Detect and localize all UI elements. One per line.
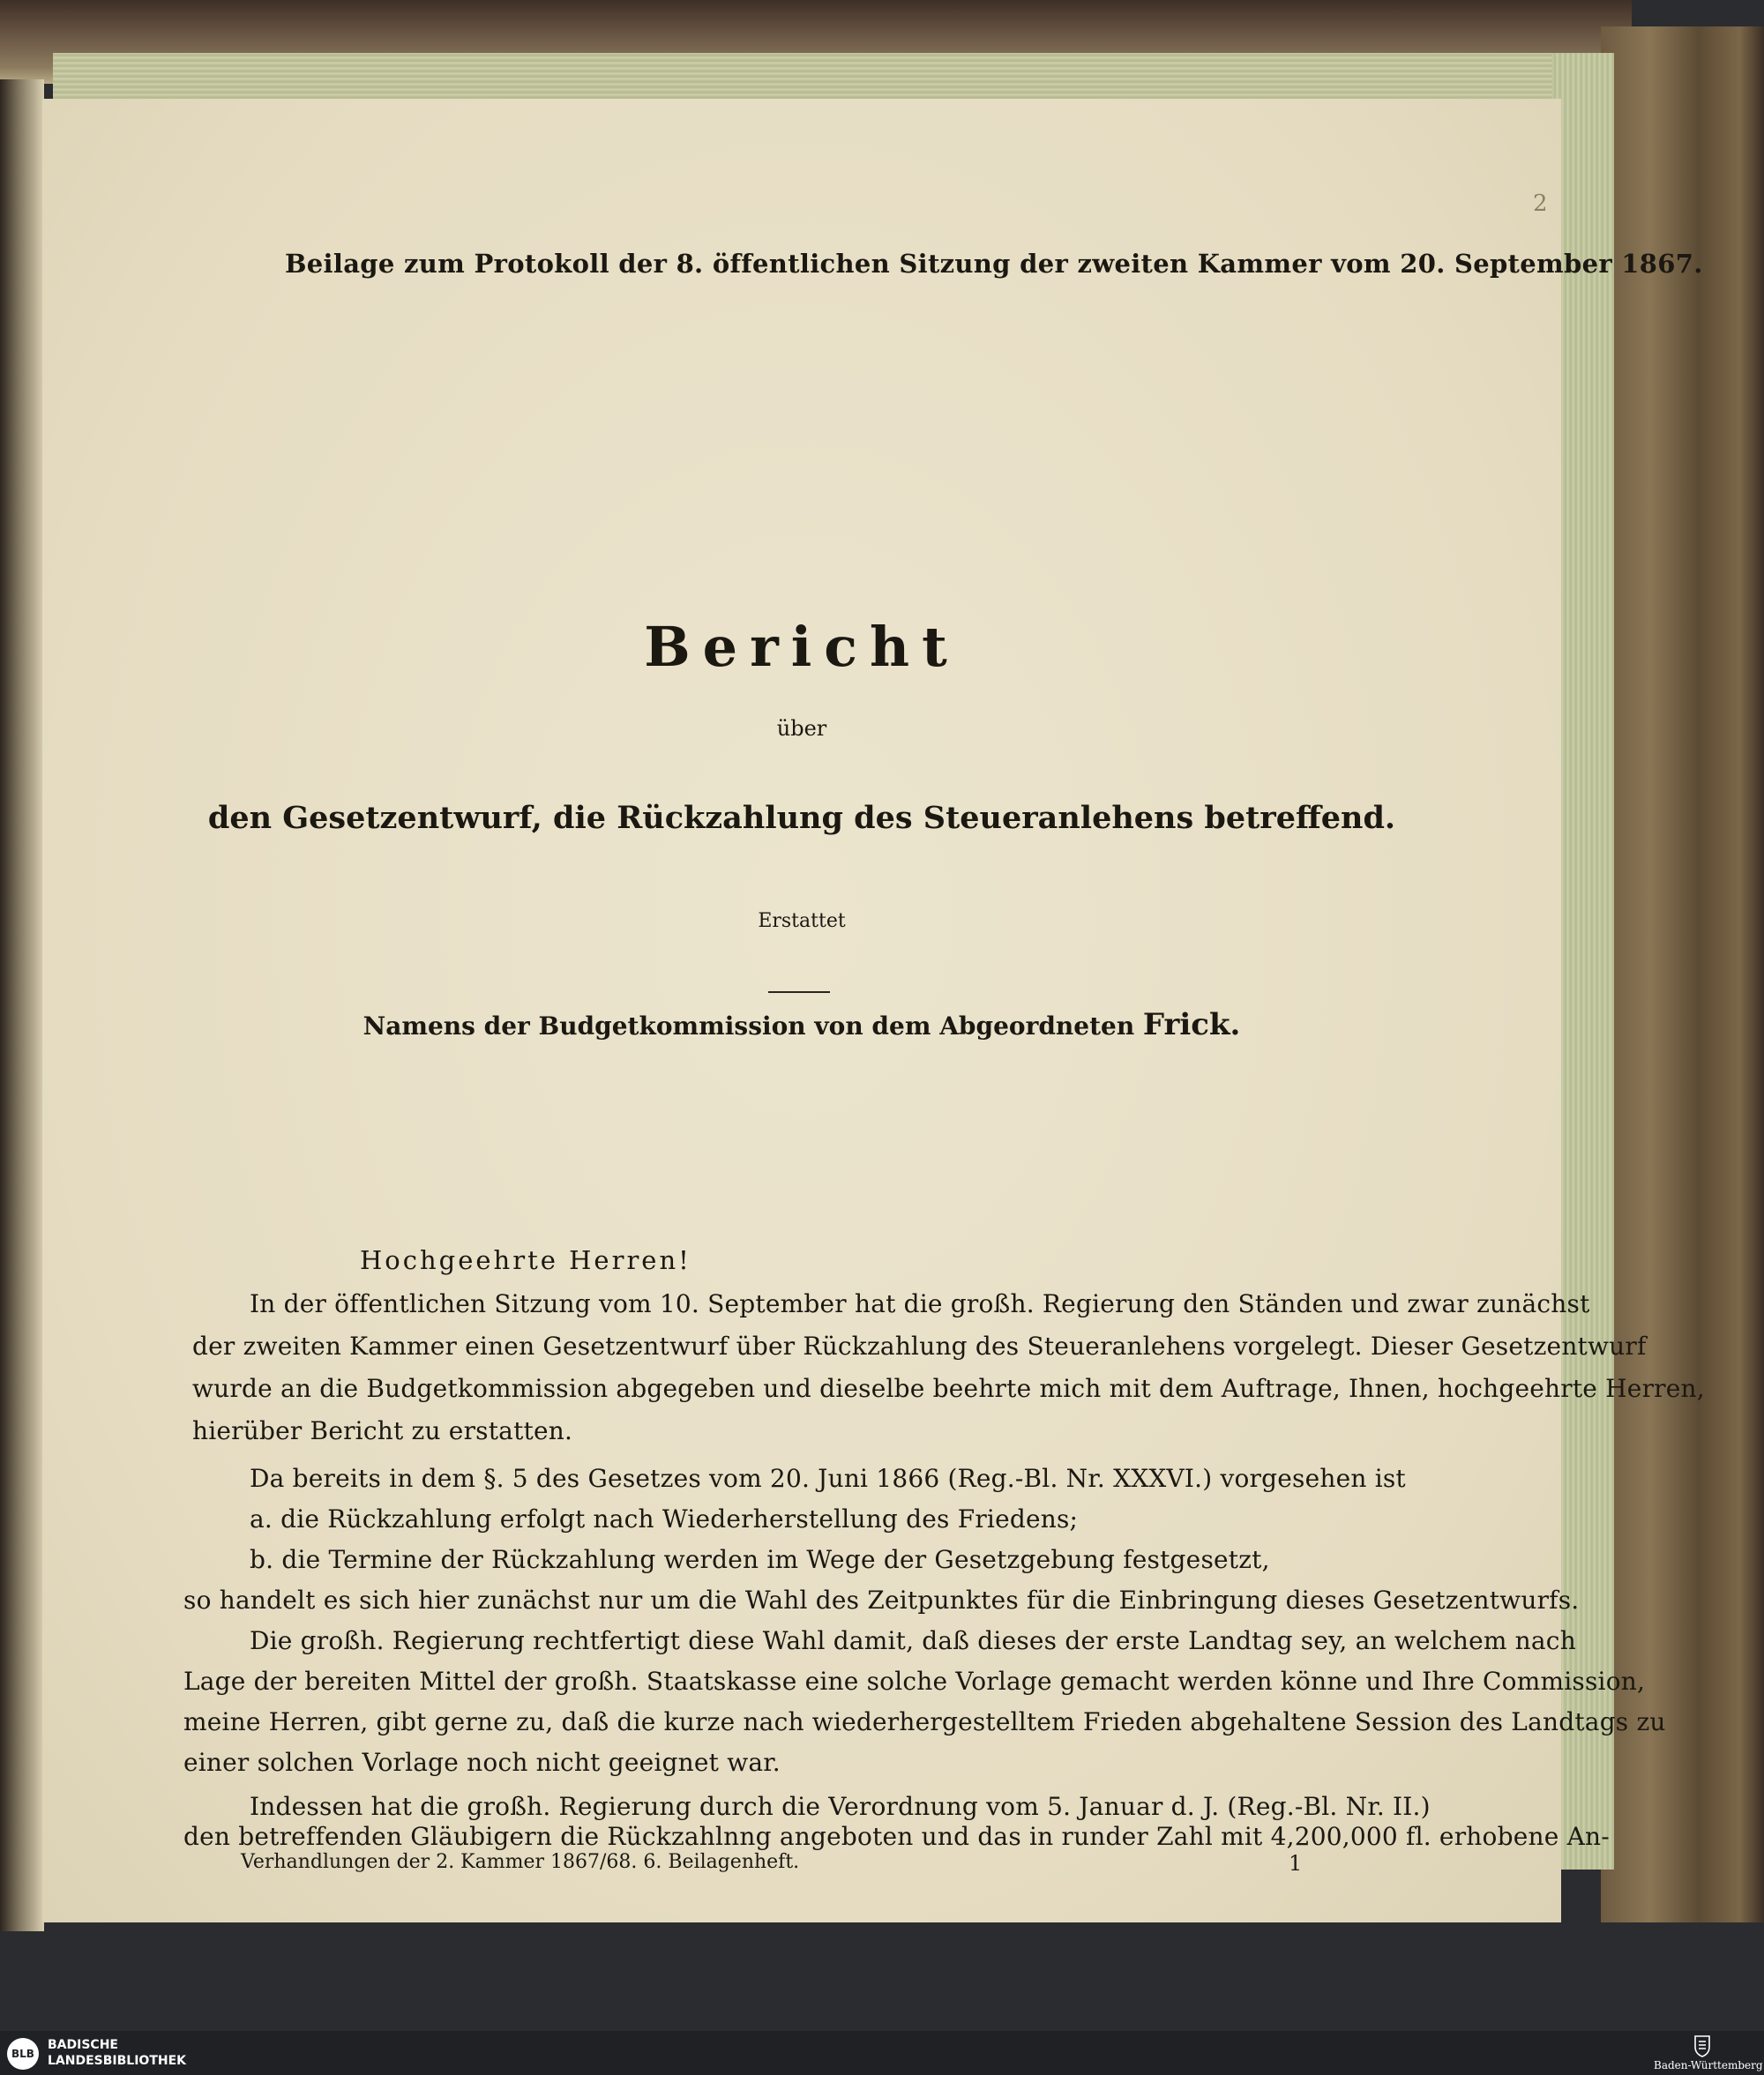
- divider-rule: [768, 991, 830, 993]
- ueber-line: über: [776, 716, 827, 741]
- body-line: meine Herren, gibt gerne zu, daß die kurze nach wiederhergestelltem Frieden abgehaltene Session des Landtags zu: [183, 1707, 1666, 1736]
- body-line: Indessen hat die großh. Regierung durch die Verordnung vom 5. Januar d. J. (Reg.-Bl. Nr. II.): [250, 1792, 1431, 1821]
- body-line: Da bereits in dem §. 5 des Gesetzes vom 20. Juni 1866 (Reg.-Bl. Nr. XXXVI.) vorgesehen ist: [250, 1464, 1406, 1493]
- body-line: einer solchen Vorlage noch nicht geeignet war.: [183, 1748, 781, 1777]
- coat-of-arms-icon[interactable]: [1693, 2034, 1711, 2057]
- body-line: der zweiten Kammer einen Gesetzentwurf über Rückzahlung des Steueranlehens vorgelegt. Dieser Gesetzentwurf: [192, 1332, 1647, 1361]
- body-line: Lage der bereiten Mittel der großh. Staatskasse eine solche Vorlage gemacht werden könne und Ihre Commission,: [183, 1667, 1646, 1696]
- body-line: In der öffentlichen Sitzung vom 10. September hat die großh. Regierung den Ständen und zwar zunächst: [250, 1289, 1590, 1318]
- blb-logo-icon[interactable]: BLB: [7, 2038, 39, 2070]
- document-page: [42, 99, 1705, 1922]
- page-number: 1: [1289, 1851, 1303, 1876]
- author-name: Frick.: [1142, 1007, 1241, 1042]
- book-cover-right: [1601, 26, 1764, 1922]
- body-line: den betreffenden Gläubigern die Rückzahlnng angeboten und das in runder Zahl mit 4,200,000 fl. erhobene An-: [183, 1822, 1610, 1851]
- author-line-prefix: Namens der Budgetkommission von dem Abgeordneten: [363, 1011, 1143, 1041]
- author-line: [42, 1007, 1561, 1042]
- report-subject: den Gesetzentwurf, die Rückzahlung des Steueranlehens betreffend.: [207, 800, 1396, 836]
- bleed-through-page-number: 2: [1533, 190, 1548, 217]
- page-stack-top: [53, 53, 1605, 106]
- salutation: Hochgeehrte Herren!: [360, 1245, 691, 1275]
- body-line: wurde an die Budgetkommission abgegeben und dieselbe beehrte mich mit dem Auftrage, Ihnen, hochgeehrte Herren,: [192, 1374, 1705, 1403]
- body-line: a. die Rückzahlung erfolgt nach Wiederherstellung des Friedens;: [250, 1504, 1079, 1534]
- body-line: b. die Termine der Rückzahlung werden im Wege der Gesetzgebung festgesetzt,: [250, 1545, 1270, 1574]
- running-head: Beilage zum Protokoll der 8. öffentlichen Sitzung der zweiten Kammer vom 20. September 1867.: [285, 249, 1703, 279]
- erstattet-line: Erstattet: [758, 910, 846, 932]
- institution-name[interactable]: [48, 2037, 186, 2069]
- body-line: Die großh. Regierung rechtfertigt diese Wahl damit, daß dieses der erste Landtag sey, an welchem nach: [250, 1626, 1576, 1655]
- institution-name-line1: BADISCHE: [48, 2038, 118, 2052]
- book-gutter: [0, 79, 44, 1931]
- body-line: hierüber Bericht zu erstatten.: [192, 1416, 573, 1445]
- volume-footer: Verhandlungen der 2. Kammer 1867/68. 6. Beilagenheft.: [241, 1851, 800, 1873]
- state-label: Baden-Württemberg: [1654, 2059, 1763, 2071]
- viewer-footer: [0, 2031, 1764, 2075]
- body-line: so handelt es sich hier zunächst nur um die Wahl des Zeitpunktes für die Einbringung dieses Gesetzentwurfs.: [183, 1586, 1580, 1615]
- institution-name-line2: LANDESBIBLIOTHEK: [48, 2054, 187, 2068]
- report-title: Bericht: [644, 615, 960, 679]
